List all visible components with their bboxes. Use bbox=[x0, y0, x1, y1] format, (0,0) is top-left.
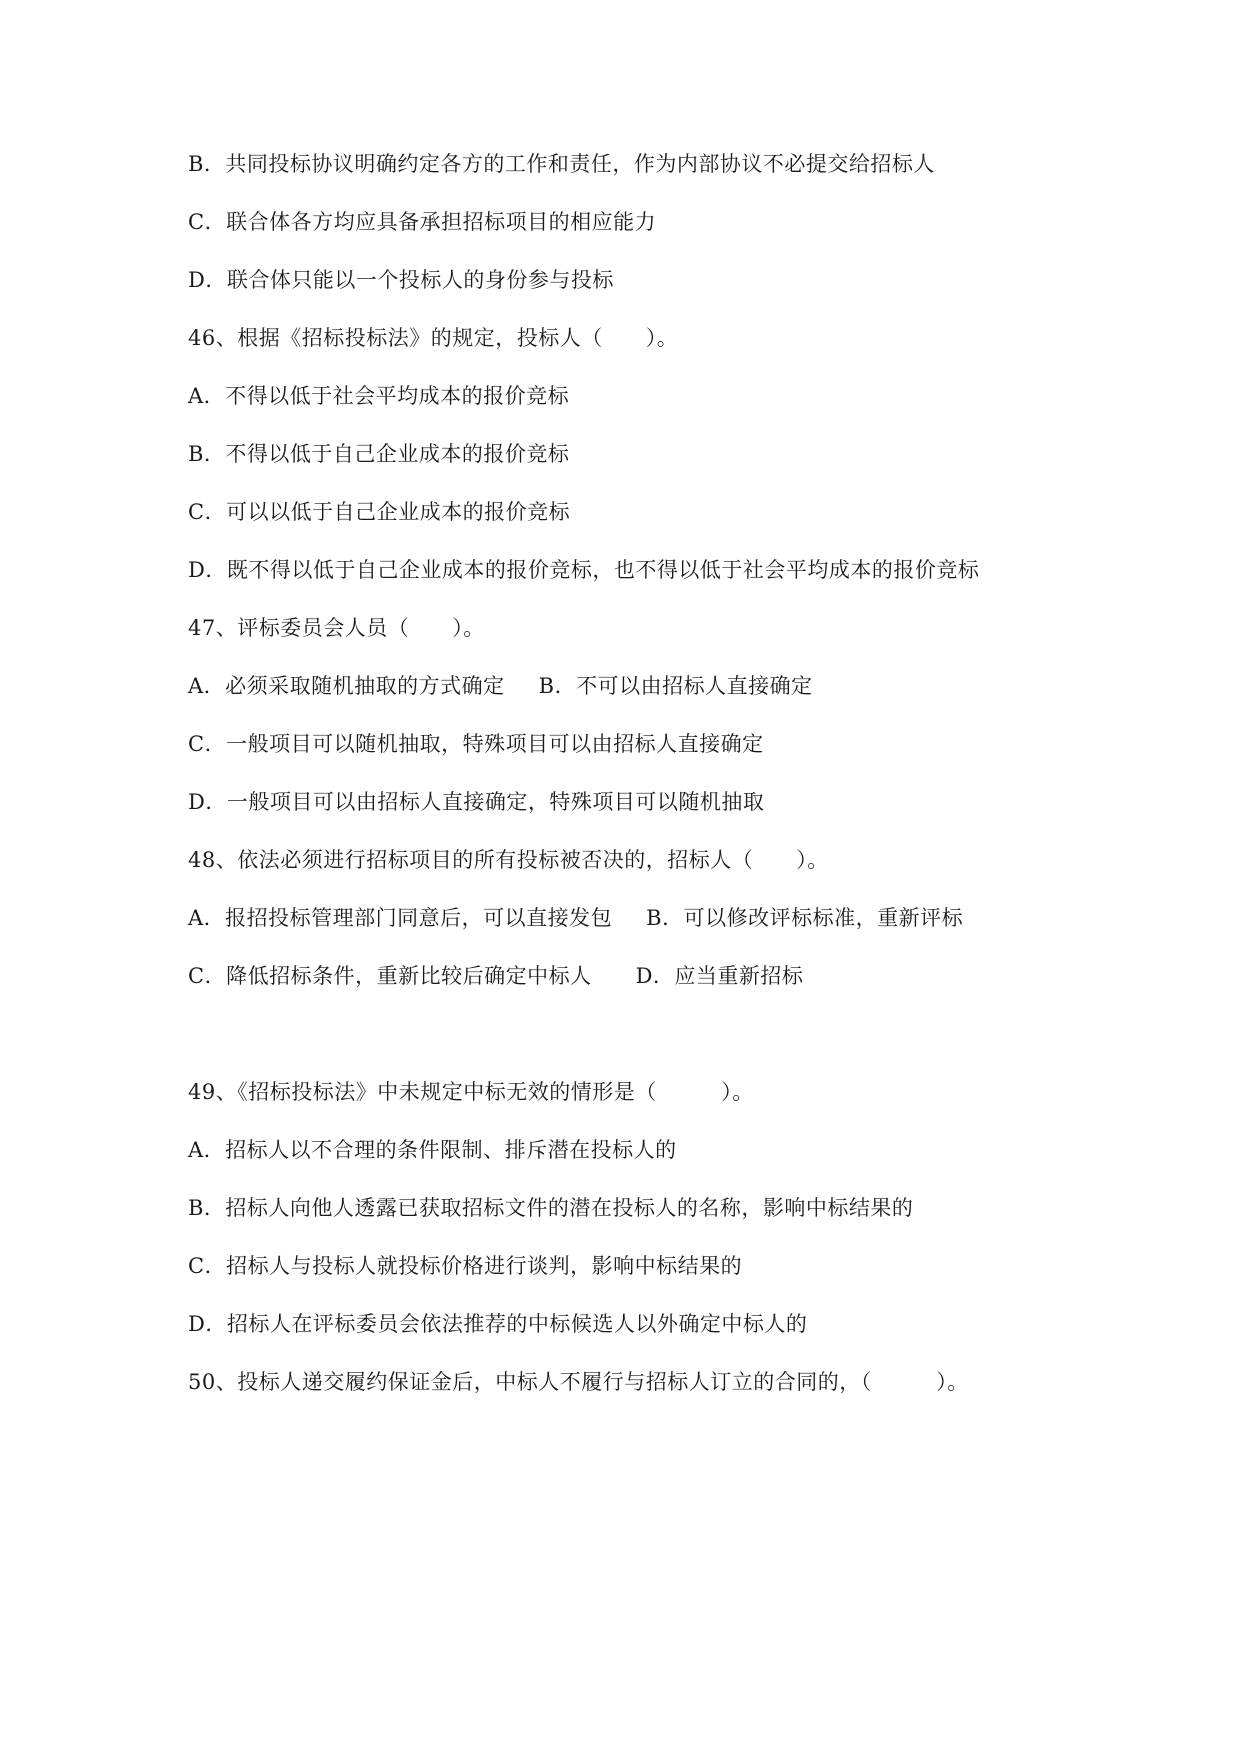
option-d-q47 bbox=[188, 788, 764, 816]
question-50 bbox=[188, 1368, 969, 1396]
option-a-text: A．必须采取随机抽取的方式确定 bbox=[188, 674, 505, 698]
option-d-q46 bbox=[188, 556, 979, 584]
question-text: 49、《招标投标法》中未规定中标无效的情形是（ ）。 bbox=[188, 1080, 754, 1104]
question-text: 48、依法必须进行招标项目的所有投标被否决的，招标人（ ）。 bbox=[188, 848, 829, 872]
option-text: D．一般项目可以由招标人直接确定，特殊项目可以随机抽取 bbox=[188, 790, 765, 814]
option-text: C．联合体各方均应具备承担招标项目的相应能力 bbox=[188, 210, 657, 234]
question-text: 46、根据《招标投标法》的规定，投标人（ ）。 bbox=[188, 326, 679, 350]
option-text: D．联合体只能以一个投标人的身份参与投标 bbox=[188, 268, 614, 292]
option-text: A．招标人以不合理的条件限制、排斥潜在投标人的 bbox=[188, 1138, 677, 1162]
option-b-q49 bbox=[188, 1194, 913, 1222]
question-text: 47、评标委员会人员（ ）。 bbox=[188, 616, 485, 640]
option-d-q45 bbox=[188, 266, 614, 294]
option-text: B．不得以低于自己企业成本的报价竞标 bbox=[188, 442, 570, 466]
option-a-text: A．报招投标管理部门同意后，可以直接发包 bbox=[188, 906, 613, 930]
option-b-q46 bbox=[188, 440, 569, 468]
option-d-text: D．应当重新招标 bbox=[635, 964, 804, 988]
question-46 bbox=[188, 324, 678, 352]
option-a-q49 bbox=[188, 1136, 677, 1164]
question-47 bbox=[188, 614, 485, 642]
option-text: A．不得以低于社会平均成本的报价竞标 bbox=[188, 384, 570, 408]
options-cd-q48 bbox=[188, 962, 803, 990]
option-text: D．既不得以低于自己企业成本的报价竞标，也不得以低于社会平均成本的报价竞标 bbox=[188, 558, 980, 582]
option-text: B．共同投标协议明确约定各方的工作和责任，作为内部协议不必提交给招标人 bbox=[188, 152, 935, 176]
question-49 bbox=[188, 1078, 754, 1106]
option-c-text: C．降低招标条件，重新比较后确定中标人 bbox=[188, 964, 592, 988]
option-text: C．一般项目可以随机抽取，特殊项目可以由招标人直接确定 bbox=[188, 732, 764, 756]
option-c-q45 bbox=[188, 208, 656, 236]
option-text: D．招标人在评标委员会依法推荐的中标候选人以外确定中标人的 bbox=[188, 1312, 808, 1336]
option-a-q46 bbox=[188, 382, 569, 410]
option-text: C．可以以低于自己企业成本的报价竞标 bbox=[188, 500, 571, 524]
question-48 bbox=[188, 846, 829, 874]
option-text: B．招标人向他人透露已获取招标文件的潜在投标人的名称，影响中标结果的 bbox=[188, 1196, 914, 1220]
options-ab-q48 bbox=[188, 904, 963, 932]
question-text: 50、投标人递交履约保证金后，中标人不履行与招标人订立的合同的，（ ）。 bbox=[188, 1370, 969, 1394]
option-b-q45 bbox=[188, 150, 935, 178]
option-c-q47 bbox=[188, 730, 764, 758]
option-c-q49 bbox=[188, 1252, 742, 1280]
option-c-q46 bbox=[188, 498, 570, 526]
option-b-text: B．可以修改评标标准，重新评标 bbox=[646, 906, 964, 930]
option-b-text: B．不可以由招标人直接确定 bbox=[538, 674, 813, 698]
options-ab-q47 bbox=[188, 672, 813, 700]
option-text: C．招标人与投标人就投标价格进行谈判，影响中标结果的 bbox=[188, 1254, 743, 1278]
option-d-q49 bbox=[188, 1310, 807, 1338]
